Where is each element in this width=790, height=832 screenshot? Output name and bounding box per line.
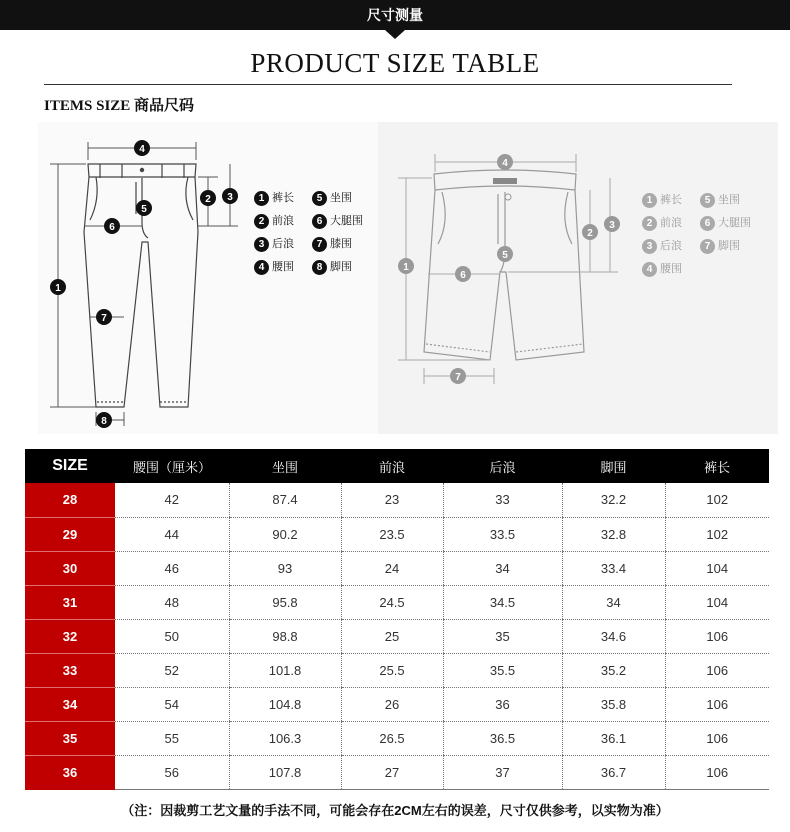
table-row	[25, 756, 769, 790]
legend-item-knee	[312, 236, 352, 252]
cell-hem: 34.6	[562, 619, 665, 653]
header-hip: 坐围	[229, 449, 341, 483]
cell-hip: 107.8	[229, 756, 341, 790]
legend-num: 6	[312, 214, 327, 229]
shorts-marker-7: 7	[455, 372, 461, 383]
cell-hem: 35.2	[562, 653, 665, 687]
cell-waist: 46	[115, 551, 229, 585]
pants-marker-2: 2	[205, 194, 211, 205]
table-row	[25, 722, 769, 756]
cell-back-rise: 35.5	[443, 653, 562, 687]
pants-legend	[254, 190, 374, 280]
legend-item-thigh	[700, 215, 751, 231]
cell-size: 28	[25, 483, 115, 517]
cell-front-rise: 25	[341, 619, 443, 653]
cell-back-rise: 35	[443, 619, 562, 653]
legend-num: 1	[642, 193, 657, 208]
header-waist: 腰围（厘米）	[115, 449, 229, 483]
legend-num: 5	[312, 191, 327, 206]
legend-num: 6	[700, 216, 715, 231]
cell-hip: 104.8	[229, 688, 341, 722]
legend-num: 3	[254, 237, 269, 252]
cell-front-rise: 26.5	[341, 722, 443, 756]
top-banner	[0, 0, 790, 30]
cell-back-rise: 36.5	[443, 722, 562, 756]
pants-marker-4: 4	[139, 144, 145, 155]
legend-label: 前浪	[272, 215, 294, 228]
cell-hip: 106.3	[229, 722, 341, 756]
cell-waist: 56	[115, 756, 229, 790]
legend-num: 7	[312, 237, 327, 252]
legend-label: 前浪	[660, 217, 682, 230]
shorts-marker-6: 6	[460, 270, 466, 281]
cell-front-rise: 27	[341, 756, 443, 790]
legend-label: 膝围	[330, 238, 352, 251]
banner-notch	[385, 30, 405, 39]
pants-marker-5: 5	[141, 204, 147, 215]
cell-length: 102	[665, 483, 769, 517]
cell-hem: 34	[562, 585, 665, 619]
legend-num: 8	[312, 260, 327, 275]
page-title: PRODUCT SIZE TABLE	[250, 48, 540, 78]
shorts-marker-3: 3	[609, 220, 615, 231]
cell-back-rise: 36	[443, 688, 562, 722]
cell-hem: 35.8	[562, 688, 665, 722]
cell-length: 104	[665, 551, 769, 585]
cell-front-rise: 23	[341, 483, 443, 517]
legend-item-waist	[254, 259, 294, 275]
legend-label: 大腿围	[330, 215, 363, 228]
legend-label: 大腿围	[718, 217, 751, 230]
cell-hem: 36.7	[562, 756, 665, 790]
cell-waist: 44	[115, 517, 229, 551]
cell-hem: 36.1	[562, 722, 665, 756]
cell-size: 29	[25, 517, 115, 551]
shorts-marker-5: 5	[502, 250, 508, 261]
cell-size: 36	[25, 756, 115, 790]
table-row	[25, 517, 769, 551]
cell-front-rise: 24	[341, 551, 443, 585]
legend-num: 5	[700, 193, 715, 208]
cell-length: 106	[665, 722, 769, 756]
cell-length: 102	[665, 517, 769, 551]
title-divider	[44, 84, 732, 85]
cell-waist: 52	[115, 653, 229, 687]
footnote: （注：因裁剪工艺文量的手法不同，可能会存在2CM左右的误差，尺寸仅供参考，以实物为准）	[121, 803, 669, 818]
pants-marker-3: 3	[227, 192, 233, 203]
cell-back-rise: 34	[443, 551, 562, 585]
cell-back-rise: 37	[443, 756, 562, 790]
table-body	[25, 483, 769, 790]
header-hem: 脚围	[562, 449, 665, 483]
header-length: 裤长	[665, 449, 769, 483]
pants-marker-1: 1	[55, 283, 61, 294]
cell-waist: 50	[115, 619, 229, 653]
legend-item-hip	[700, 192, 740, 208]
cell-size: 32	[25, 619, 115, 653]
cell-size: 33	[25, 653, 115, 687]
cell-hip: 87.4	[229, 483, 341, 517]
cell-back-rise: 33	[443, 483, 562, 517]
shorts-marker-2: 2	[587, 228, 593, 239]
legend-num: 4	[642, 262, 657, 277]
legend-item-waist	[642, 261, 682, 277]
shorts-marker-1: 1	[403, 262, 409, 273]
legend-num: 1	[254, 191, 269, 206]
table-row	[25, 619, 769, 653]
cell-hip: 98.8	[229, 619, 341, 653]
legend-label: 后浪	[660, 240, 682, 253]
legend-label: 裤长	[272, 192, 294, 205]
legend-num: 4	[254, 260, 269, 275]
cell-front-rise: 24.5	[341, 585, 443, 619]
legend-num: 3	[642, 239, 657, 254]
cell-hip: 93	[229, 551, 341, 585]
legend-label: 脚围	[718, 240, 740, 253]
legend-label: 坐围	[718, 194, 740, 207]
table-row	[25, 653, 769, 687]
cell-hem: 32.2	[562, 483, 665, 517]
pants-marker-8: 8	[101, 416, 107, 427]
cell-length: 106	[665, 619, 769, 653]
cell-hip: 90.2	[229, 517, 341, 551]
shorts-legend	[642, 192, 772, 282]
cell-front-rise: 25.5	[341, 653, 443, 687]
cell-front-rise: 26	[341, 688, 443, 722]
legend-label: 坐围	[330, 192, 352, 205]
cell-size: 30	[25, 551, 115, 585]
size-table	[25, 449, 769, 790]
legend-item-front-rise	[254, 213, 294, 229]
cell-hem: 32.8	[562, 517, 665, 551]
cell-hem: 33.4	[562, 551, 665, 585]
banner-tab-label: 尺寸测量	[367, 7, 423, 23]
cell-back-rise: 34.5	[443, 585, 562, 619]
legend-num: 2	[642, 216, 657, 231]
cell-length: 104	[665, 585, 769, 619]
legend-item-hem	[312, 259, 352, 275]
legend-label: 腰围	[272, 261, 294, 274]
cell-hip: 95.8	[229, 585, 341, 619]
table-header-row	[25, 449, 769, 483]
cell-length: 106	[665, 756, 769, 790]
legend-item-hem	[700, 238, 740, 254]
legend-item-length	[254, 190, 294, 206]
legend-item-length	[642, 192, 682, 208]
legend-num: 2	[254, 214, 269, 229]
header-back-rise: 后浪	[443, 449, 562, 483]
legend-item-thigh	[312, 213, 363, 229]
cell-waist: 42	[115, 483, 229, 517]
cell-waist: 55	[115, 722, 229, 756]
legend-label: 腰围	[660, 263, 682, 276]
cell-waist: 54	[115, 688, 229, 722]
table-row	[25, 585, 769, 619]
shorts-marker-4: 4	[502, 158, 508, 169]
cell-size: 34	[25, 688, 115, 722]
measurement-diagram	[38, 122, 778, 434]
cell-back-rise: 33.5	[443, 517, 562, 551]
pants-marker-7: 7	[101, 313, 107, 324]
legend-item-front-rise	[642, 215, 682, 231]
cell-front-rise: 23.5	[341, 517, 443, 551]
pants-marker-6: 6	[109, 222, 115, 233]
table-row	[25, 551, 769, 585]
header-front-rise: 前浪	[341, 449, 443, 483]
legend-label: 裤长	[660, 194, 682, 207]
header-size: SIZE	[25, 449, 115, 483]
cell-size: 35	[25, 722, 115, 756]
table-row	[25, 483, 769, 517]
legend-item-hip	[312, 190, 352, 206]
cell-size: 31	[25, 585, 115, 619]
cell-hip: 101.8	[229, 653, 341, 687]
cell-length: 106	[665, 688, 769, 722]
legend-label: 后浪	[272, 238, 294, 251]
legend-item-back-rise	[254, 236, 294, 252]
cell-length: 106	[665, 653, 769, 687]
legend-label: 脚围	[330, 261, 352, 274]
legend-item-back-rise	[642, 238, 682, 254]
section-label: ITEMS SIZE 商品尺码	[44, 98, 195, 114]
table-row	[25, 688, 769, 722]
legend-num: 7	[700, 239, 715, 254]
cell-waist: 48	[115, 585, 229, 619]
